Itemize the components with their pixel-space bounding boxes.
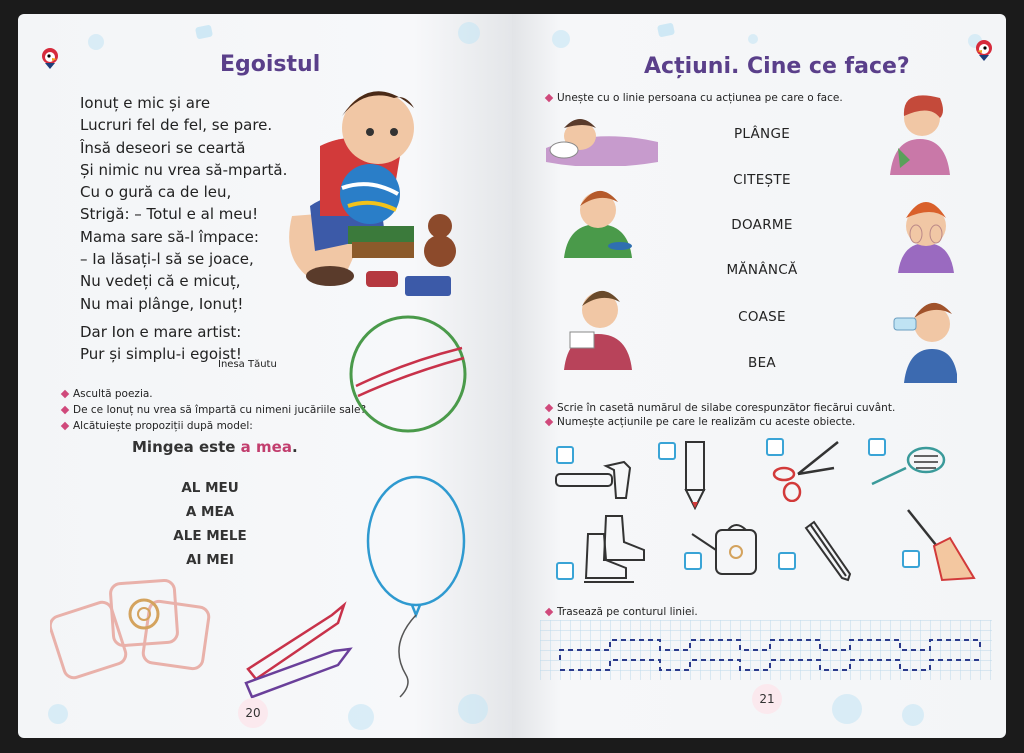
bullet-icon [61,390,69,398]
bullet-icon [545,404,553,412]
poem-line: Nu mai plânge, Ionuț! [80,294,244,313]
instruction: De ce Ionuț nu vrea să împartă cu nimeni jucăriile sale? [62,404,366,416]
page-title: Egoistul [220,52,321,77]
instruction: Trasează pe conturul liniei. [546,606,698,618]
eating-person-illustration [556,180,641,262]
tracing-grid[interactable] [540,620,992,684]
scissors-icon [768,438,840,506]
verb-label: CITEȘTE [733,172,791,188]
possessive-item: ALE MELE [173,528,247,544]
balloon-outline-icon [364,469,474,703]
possessive-item: A MEA [185,504,235,520]
syllable-checkbox[interactable] [556,562,574,580]
bullet-icon [545,608,553,616]
pen-icon [804,520,852,586]
instruction: Scrie în casetă numărul de silabe corespunzător fiecărui cuvânt. [546,402,895,414]
page-title: Acțiuni. Cine ce face? [644,54,910,79]
instruction: Numește acțiunile pe care le realizăm cu aceste obiecte. [546,416,855,428]
pencil-icon [682,440,708,514]
pencils-outline-icon [238,589,358,713]
verb-label: BEA [748,355,776,371]
sleeping-person-illustration [546,106,661,170]
poem-line: Pur și simplu-i egoist! [80,345,242,364]
model-sentence: Mingea este a mea. [132,438,298,456]
poem-line: Cu o gură ca de leu, [80,183,232,202]
instruction: Unește cu o linie persoana cu acțiunea pe care o face. [546,92,843,104]
poem [80,92,287,366]
decor-square [657,22,675,37]
poem-line: Lucruri fel de fel, se pare. [80,116,273,135]
instruction: Ascultă poezia. [62,388,153,400]
decor-bubble [748,34,758,44]
drinking-boy-illustration [892,288,957,387]
ice-skates-icon [578,514,654,588]
bullet-icon [61,406,69,414]
right-page [512,14,1006,738]
poem-author: Inesa Tăutu [218,359,277,370]
watering-can-icon [688,520,762,582]
verb-label: COASE [738,309,786,325]
decor-bubble [552,30,570,48]
instruction: Alcătuiește propoziții după model: [62,420,253,432]
page-number: 21 [752,684,782,714]
decor-bubble [832,694,862,724]
hammer-icon [554,444,634,508]
page-number: 20 [238,698,268,728]
bullet-icon [545,418,553,426]
poem-line: – Ia lăsați-l să se joace, [80,250,254,269]
decor-bubble [902,704,924,726]
poem-line: Ionuț e mic și are [80,94,211,112]
bullet-icon [545,94,553,102]
possessive-item: AL MEU [181,480,239,496]
penguin-logo-icon [974,38,994,66]
poem-line: Și nimic nu vrea să-mpartă. [80,160,288,179]
crying-girl-illustration [894,188,959,277]
poem-line: Strigă: – Totul e al meu! [80,205,259,224]
poem-line: Dar Ion e mare artist: [80,322,242,341]
sewing-woman-illustration [882,90,957,179]
hairbrush-icon [870,444,948,494]
boy-with-ball-illustration [270,76,470,305]
poem-line: Nu vedeți că e micuț, [80,272,241,291]
verb-label: MĂNÂNCĂ [726,262,798,278]
syllable-checkbox[interactable] [658,442,676,460]
ball-outline-icon [346,312,470,440]
penguin-logo-icon [40,46,60,74]
verb-label: PLÂNGE [733,126,791,142]
decor-bubble [458,22,480,44]
decor-bubble [88,34,104,50]
bullet-icon [61,422,69,430]
verb-label: DOARME [731,217,793,233]
decor-bubble [48,704,68,724]
possessive-item: AI MEI [186,552,234,568]
decor-square [195,24,213,39]
broom-icon [904,506,978,586]
poem-line: Mama sare să-l împace: [80,227,259,246]
reading-person-illustration [560,280,635,374]
syllable-checkbox[interactable] [778,552,796,570]
left-page [18,14,512,738]
poem-line: Însă deseori se ceartă [80,138,246,157]
puzzle-cookies-icon [50,574,215,693]
